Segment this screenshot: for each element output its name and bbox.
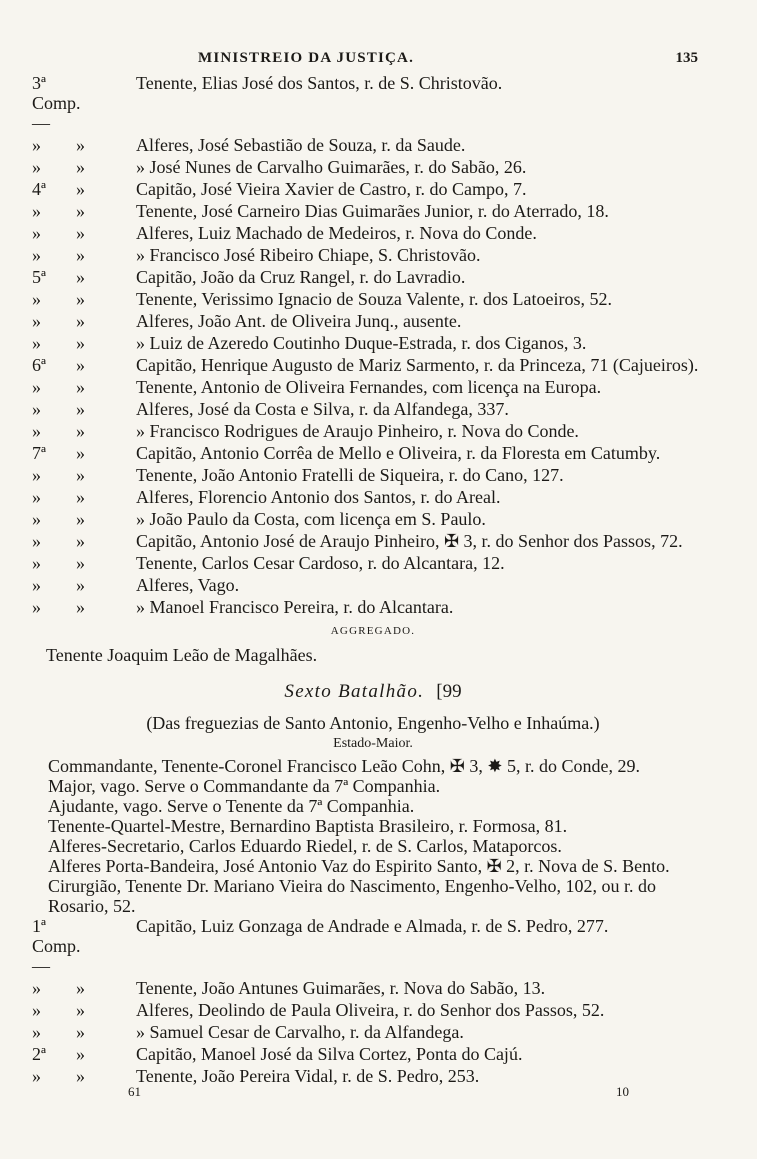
company-number: » xyxy=(32,465,41,485)
company-marker xyxy=(72,916,134,976)
company-marker: » xyxy=(76,597,85,617)
company-number: » xyxy=(32,509,41,529)
entry-text: Alferes, João Ant. de Oliveira Junq., ausente. xyxy=(136,311,462,331)
company-number: » xyxy=(32,1022,41,1042)
list-item xyxy=(28,978,718,998)
company-marker: » xyxy=(76,509,85,529)
list-item xyxy=(28,311,718,331)
list-item: Cirurgião, Tenente Dr. Mariano Vieira do Nascimento, Engenho-Velho, 102, ou r. do Rosario, 52. xyxy=(48,876,657,916)
entry-text: Alferes, Florencio Antonio dos Santos, r. do Areal. xyxy=(136,487,501,507)
companies-list-1 xyxy=(28,73,718,617)
list-item: Ajudante, vago. Serve o Tenente da 7ª Companhia. xyxy=(48,796,415,816)
company-marker: » xyxy=(76,333,85,353)
company-number: » xyxy=(32,421,41,441)
list-item xyxy=(28,1000,718,1020)
entry-text: Capitão, Luiz Gonzaga de Andrade e Almada, r. de S. Pedro, 277. xyxy=(136,916,609,936)
company-marker: » xyxy=(76,311,85,331)
company-marker: » xyxy=(76,443,85,463)
entry-text: » Francisco Rodrigues de Araujo Pinheiro, r. Nova do Conde. xyxy=(136,421,579,441)
list-item xyxy=(28,553,718,573)
list-item xyxy=(28,267,718,287)
list-item xyxy=(28,135,718,155)
company-number: 6ª xyxy=(32,355,46,375)
entry-text: » João Paulo da Costa, com licença em S. Paulo. xyxy=(136,509,486,529)
batalhao-title xyxy=(28,681,718,703)
company-number: » xyxy=(32,1066,41,1086)
entry-text: Tenente, Antonio de Oliveira Fernandes, com licença na Europa. xyxy=(136,377,602,397)
list-item xyxy=(28,289,718,309)
entry-text: » Francisco José Ribeiro Chiape, S. Christovão. xyxy=(136,245,481,265)
staff-list xyxy=(28,756,718,916)
company-marker: » xyxy=(76,377,85,397)
company-number: 3ª Comp.— xyxy=(32,73,81,133)
list-item xyxy=(28,597,718,617)
document-page xyxy=(28,50,718,1140)
company-marker: » xyxy=(76,289,85,309)
entry-text: » José Nunes de Carvalho Guimarães, r. do Sabão, 26. xyxy=(136,157,527,177)
company-number: 2ª xyxy=(32,1044,46,1064)
list-item xyxy=(28,157,718,177)
company-number: » xyxy=(32,289,41,309)
company-number: » xyxy=(32,487,41,507)
entry-text: Tenente, João Pereira Vidal, r. de S. Pedro, 253. xyxy=(136,1066,480,1086)
entry-text: Capitão, Antonio Corrêa de Mello e Oliveira, r. da Floresta em Catumby. xyxy=(136,443,661,463)
entry-text: Tenente, Verissimo Ignacio de Souza Valente, r. dos Latoeiros, 52. xyxy=(136,289,612,309)
list-item xyxy=(28,223,718,243)
entry-text: Capitão, João da Cruz Rangel, r. do Lavradio. xyxy=(136,267,466,287)
list-item: Alferes-Secretario, Carlos Eduardo Riedel, r. de S. Carlos, Mataporcos. xyxy=(48,836,562,856)
company-marker: » xyxy=(76,1044,85,1064)
company-marker: » xyxy=(76,531,85,551)
entry-text: Tenente, João Antonio Fratelli de Siqueira, r. do Cano, 127. xyxy=(136,465,564,485)
company-marker: » xyxy=(76,1022,85,1042)
batalhao-title-text: Sexto Batalhão. xyxy=(284,681,425,702)
company-number: » xyxy=(32,978,41,998)
list-item: Major, vago. Serve o Commandante da 7ª Companhia. xyxy=(48,776,441,796)
list-item xyxy=(28,531,718,551)
entry-text: » Samuel Cesar de Carvalho, r. da Alfandega. xyxy=(136,1022,464,1042)
ministry-title: MINISTREIO DA JUSTIÇA. xyxy=(198,50,415,66)
page-header xyxy=(28,50,718,67)
company-number: » xyxy=(32,245,41,265)
estado-maior-heading: Estado-Maior. xyxy=(333,736,413,751)
company-number: » xyxy=(32,597,41,617)
company-marker: » xyxy=(76,1000,85,1020)
company-marker: » xyxy=(76,978,85,998)
list-item: Commandante, Tenente-Coronel Francisco Leão Cohn, ✠ 3, ✸ 5, r. do Conde, 29. xyxy=(48,756,640,776)
list-item xyxy=(28,73,718,133)
company-number: » xyxy=(32,333,41,353)
list-item: Alferes Porta-Bandeira, José Antonio Vaz do Espirito Santo, ✠ 2, r. Nova de S. Bento. xyxy=(48,856,670,876)
entry-text: Alferes, Luiz Machado de Medeiros, r. Nova do Conde. xyxy=(136,223,537,243)
company-number: » xyxy=(32,1000,41,1020)
company-marker: » xyxy=(76,421,85,441)
entry-text: Tenente, José Carneiro Dias Guimarães Junior, r. do Aterrado, 18. xyxy=(136,201,609,221)
company-marker xyxy=(72,73,134,133)
list-item xyxy=(28,1022,718,1042)
list-item xyxy=(28,245,718,265)
aggregado-label: AGGREGADO. xyxy=(330,625,416,637)
company-number: 5ª xyxy=(32,267,46,287)
list-item xyxy=(28,465,718,485)
footer-right-number: 10 xyxy=(616,1084,629,1099)
company-marker: » xyxy=(76,267,85,287)
entry-text: Tenente, Elias José dos Santos, r. de S. Christovão. xyxy=(136,73,503,93)
aggregado-entry: Tenente Joaquim Leão de Magalhães. xyxy=(46,645,318,665)
list-item xyxy=(28,399,718,419)
company-marker: » xyxy=(76,245,85,265)
company-number: » xyxy=(32,377,41,397)
list-item xyxy=(28,355,718,375)
entry-text: Tenente, João Antunes Guimarães, r. Nova do Sabão, 13. xyxy=(136,978,546,998)
list-item xyxy=(28,179,718,199)
company-marker: » xyxy=(76,575,85,595)
list-item xyxy=(28,509,718,529)
entry-text: Alferes, José da Costa e Silva, r. da Alfandega, 337. xyxy=(136,399,509,419)
list-item xyxy=(28,1066,718,1086)
entry-text: » Manoel Francisco Pereira, r. do Alcantara. xyxy=(136,597,454,617)
batalhao-ref: [99 xyxy=(436,681,462,702)
company-marker: » xyxy=(76,223,85,243)
company-marker: » xyxy=(76,553,85,573)
entry-text: Capitão, José Vieira Xavier de Castro, r. do Campo, 7. xyxy=(136,179,527,199)
company-number: » xyxy=(32,553,41,573)
company-marker: » xyxy=(76,157,85,177)
entry-text: Tenente, Carlos Cesar Cardoso, r. do Alcantara, 12. xyxy=(136,553,505,573)
company-marker: » xyxy=(76,135,85,155)
page-number: 135 xyxy=(675,50,698,66)
list-item xyxy=(28,487,718,507)
entry-text: Alferes, José Sebastião de Souza, r. da Saude. xyxy=(136,135,466,155)
list-item xyxy=(28,1044,718,1064)
entry-text: » Luiz de Azeredo Coutinho Duque-Estrada, r. dos Ciganos, 3. xyxy=(136,333,587,353)
entry-text: Capitão, Antonio José de Araujo Pinheiro, ✠ 3, r. do Senhor dos Passos, 72. xyxy=(136,531,683,551)
footer-left-number: 61 xyxy=(128,1084,141,1099)
entry-text: Alferes, Vago. xyxy=(136,575,240,595)
list-item xyxy=(28,377,718,397)
company-number: » xyxy=(32,223,41,243)
company-number: 4ª xyxy=(32,179,46,199)
list-item xyxy=(28,443,718,463)
company-marker: » xyxy=(76,201,85,221)
list-item xyxy=(28,201,718,221)
list-item xyxy=(28,333,718,353)
list-item: Tenente-Quartel-Mestre, Bernardino Baptista Brasileiro, r. Formosa, 81. xyxy=(48,816,568,836)
company-number: 7ª xyxy=(32,443,46,463)
entry-text: Capitão, Henrique Augusto de Mariz Sarmento, r. da Princeza, 71 (Cajueiros). xyxy=(136,355,699,375)
list-item xyxy=(28,575,718,595)
company-number: » xyxy=(32,135,41,155)
list-item xyxy=(28,916,718,976)
page-footer xyxy=(128,1084,629,1100)
company-number: » xyxy=(32,575,41,595)
company-marker: » xyxy=(76,487,85,507)
entry-text: Alferes, Deolindo de Paula Oliveira, r. do Senhor dos Passos, 52. xyxy=(136,1000,605,1020)
company-marker: » xyxy=(76,1066,85,1086)
company-number: 1ª Comp.— xyxy=(32,916,81,976)
company-number: » xyxy=(32,201,41,221)
company-number: » xyxy=(32,399,41,419)
company-number: » xyxy=(32,531,41,551)
company-number: » xyxy=(32,157,41,177)
companies-list-2 xyxy=(28,916,718,1086)
list-item xyxy=(28,421,718,441)
company-marker: » xyxy=(76,465,85,485)
entry-text: Capitão, Manoel José da Silva Cortez, Ponta do Cajú. xyxy=(136,1044,523,1064)
company-number: » xyxy=(32,311,41,331)
batalhao-subtitle: (Das freguezias de Santo Antonio, Engenho-Velho e Inhaúma.) xyxy=(146,713,600,733)
company-marker: » xyxy=(76,179,85,199)
company-marker: » xyxy=(76,355,85,375)
company-marker: » xyxy=(76,399,85,419)
